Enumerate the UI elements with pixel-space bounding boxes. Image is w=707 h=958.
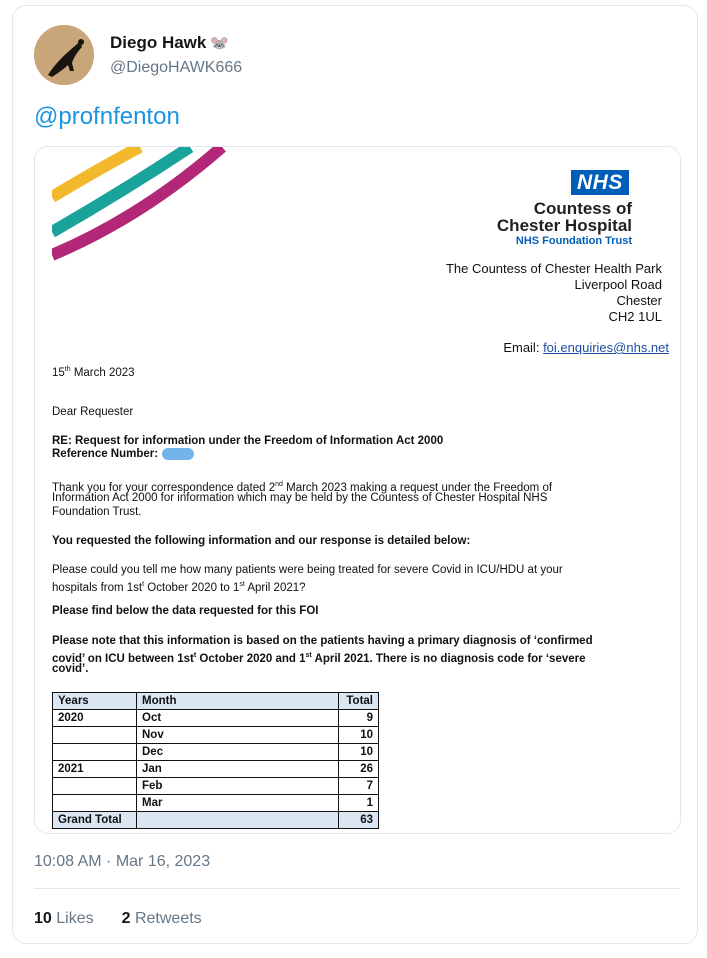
email-line — [503, 340, 669, 355]
cell-month: Mar — [137, 795, 339, 812]
avatar[interactable] — [34, 25, 94, 85]
address-line-3: Chester — [616, 293, 662, 308]
cell-total: 10 — [339, 744, 379, 761]
table-header-row — [53, 693, 379, 710]
divider — [34, 888, 679, 889]
re-line: RE: Request for information under the Freedom of Information Act 2000 — [52, 435, 444, 447]
note-line2: covid’ on ICU between $1st^t$ October 2020 and 1st April 2021. There is no diagnosis code for ‘severe — [52, 652, 586, 665]
note-line3: covid’. — [52, 663, 89, 675]
nhs-logo: NHS — [571, 170, 629, 195]
requested-heading: You requested the following information and our response is detailed below: — [52, 535, 471, 547]
question-line2: hospitals from $1st^t$ October 2020 to 1st April 2021? — [52, 581, 306, 594]
cell-total: 1 — [339, 795, 379, 812]
para1-line1: Thank you for your correspondence dated 2nd March 2023 making a request under the Freedom of — [52, 481, 553, 494]
table-row — [53, 795, 379, 812]
question-line1: Please could you tell me how many patients were being treated for severe Covid in ICU/HDU at your — [52, 564, 563, 576]
data-heading: Please find below the data requested for this FOI — [52, 605, 319, 617]
grand-total-label: Grand Total — [53, 812, 137, 829]
cell-month: Feb — [137, 778, 339, 795]
table-row — [53, 761, 379, 778]
cell-total: 10 — [339, 727, 379, 744]
salutation: Dear Requester — [52, 406, 134, 418]
grand-total-empty — [137, 812, 339, 829]
author-handle[interactable]: @DiegoHAWK666 — [110, 59, 243, 76]
cell-year — [53, 795, 137, 812]
tweet-mention-link[interactable]: @profnfenton — [34, 103, 180, 130]
cell-month: Nov — [137, 727, 339, 744]
para1-line2: Information Act 2000 for information which may be held by the Countess of Chester Hospital NHS — [52, 492, 548, 504]
retweets-label: Retweets — [134, 910, 202, 927]
grand-total-value: 63 — [339, 812, 379, 829]
org-name-line3: NHS Foundation Trust — [515, 235, 632, 247]
cell-month: Dec — [137, 744, 339, 761]
table-row — [53, 710, 379, 727]
header-month: Month — [137, 693, 339, 710]
decorative-stripes — [52, 147, 232, 267]
email-label: Email: — [503, 340, 540, 355]
address-line-4: CH2 1UL — [608, 309, 662, 324]
header-total: Total — [339, 693, 379, 710]
author-name[interactable] — [110, 33, 229, 53]
table-row — [53, 744, 379, 761]
cell-year: 2020 — [53, 710, 137, 727]
hawk-silhouette-icon — [34, 25, 94, 85]
table-row — [53, 727, 379, 744]
cell-year — [53, 727, 137, 744]
email-link[interactable]: foi.enquiries@nhs.net — [543, 340, 669, 355]
org-name-line1: Countess of — [533, 199, 632, 218]
cell-year — [53, 744, 137, 761]
author-name-text[interactable]: Diego Hawk — [110, 33, 207, 52]
cell-year: 2021 — [53, 761, 137, 778]
likes-label: Likes — [56, 910, 94, 927]
likes-count: 10 — [34, 910, 52, 927]
tweet-timestamp[interactable]: 10:08 AM · Mar 16, 2023 — [34, 853, 211, 870]
mouse-emoji-icon: 🐭 — [210, 35, 230, 52]
retweets-count: 2 — [121, 910, 131, 927]
address-line-2: Liverpool Road — [574, 277, 662, 292]
redaction-mark — [162, 448, 194, 460]
table-row — [53, 778, 379, 795]
address-line-1: The Countess of Chester Health Park — [445, 261, 662, 276]
cell-total: 9 — [339, 710, 379, 727]
cell-month: Oct — [137, 710, 339, 727]
cell-total: 7 — [339, 778, 379, 795]
reference-number: Reference Number: — [52, 448, 194, 461]
likes-stat[interactable] — [34, 910, 94, 927]
header-years: Years — [53, 693, 137, 710]
note-line1: Please note that this information is based on the patients having a primary diagnosis of ‘confirmed — [52, 635, 593, 647]
cell-month: Jan — [137, 761, 339, 778]
tweet-stats — [34, 910, 202, 928]
retweets-stat[interactable] — [122, 910, 202, 927]
foi-letter — [35, 147, 680, 833]
grand-total-row — [53, 812, 379, 829]
cell-total: 26 — [339, 761, 379, 778]
covid-icu-table — [52, 692, 379, 829]
org-name-line2: Chester Hospital — [496, 216, 632, 235]
para1-line3: Foundation Trust. — [52, 506, 142, 518]
cell-year — [53, 778, 137, 795]
attached-image[interactable] — [34, 146, 681, 834]
letter-date: 15th March 2023 — [52, 366, 135, 379]
